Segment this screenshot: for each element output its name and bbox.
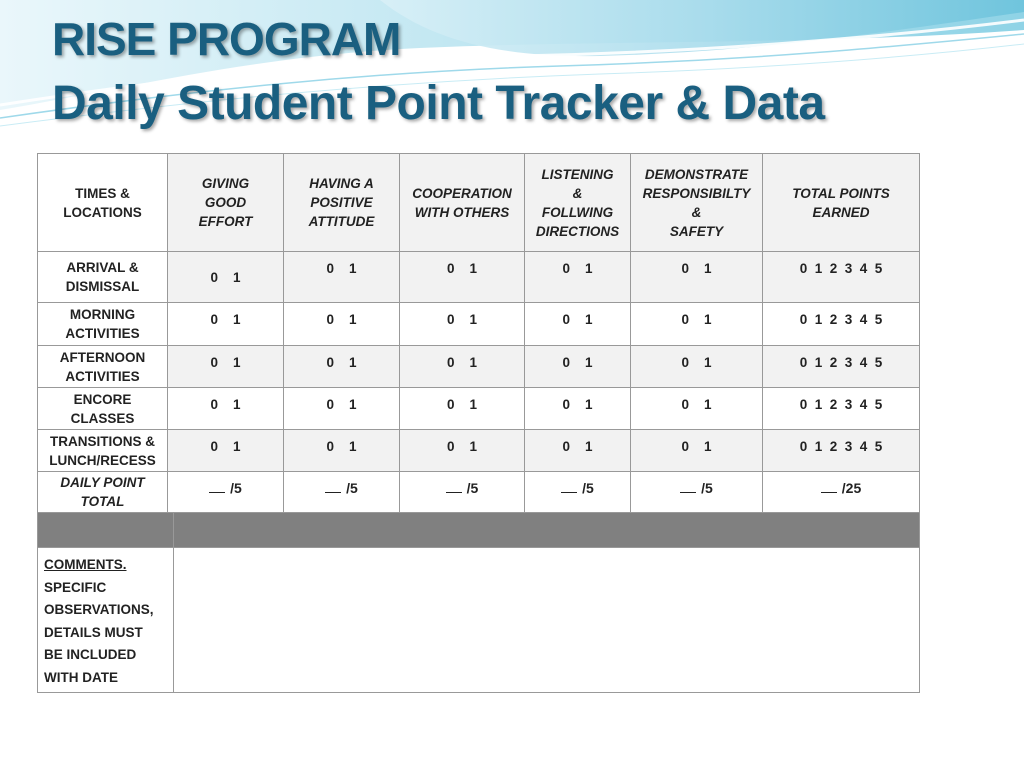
score-cell[interactable]: 0 1: [631, 346, 763, 388]
blank-line: [561, 481, 577, 493]
score-cell[interactable]: 0 1: [284, 303, 400, 346]
total-score-cell[interactable]: 0 1 2 3 4 5: [763, 346, 920, 388]
total-score-cell[interactable]: 0 1 2 3 4 5: [763, 252, 920, 303]
score-cell[interactable]: 0 1: [400, 252, 525, 303]
header-giving-good-effort: GIVING GOOD EFFORT: [168, 154, 284, 252]
score-cell[interactable]: 0 1: [284, 252, 400, 303]
total-score-cell[interactable]: 0 1 2 3 4 5: [763, 303, 920, 346]
row-location: ARRIVAL & DISMISSAL: [38, 252, 168, 303]
score-cell[interactable]: 0 1: [400, 388, 525, 430]
table-row: [38, 346, 920, 388]
daily-total-cell[interactable]: /5: [631, 472, 763, 513]
score-cell[interactable]: 0 1: [400, 303, 525, 346]
score-cell[interactable]: 0 1: [168, 388, 284, 430]
header-total-points: TOTAL POINTS EARNED: [763, 154, 920, 252]
table-row: [38, 388, 920, 430]
score-cell[interactable]: 0 1: [525, 388, 631, 430]
score-cell[interactable]: 0 1: [168, 346, 284, 388]
score-cell[interactable]: 0 1: [525, 252, 631, 303]
row-location: MORNING ACTIVITIES: [38, 303, 168, 346]
comments-label: COMMENTS. SPECIFIC OBSERVATIONS, DETAILS MUST BE INCLUDED WITH DATE: [38, 548, 174, 693]
score-cell[interactable]: 0 1: [525, 346, 631, 388]
table-row: [38, 430, 920, 472]
score-cell[interactable]: 0 1: [631, 303, 763, 346]
score-cell[interactable]: 0 1: [168, 252, 284, 303]
score-cell[interactable]: 0 1: [284, 388, 400, 430]
program-title: RISE PROGRAM: [52, 13, 401, 65]
blank-line: [446, 481, 462, 493]
daily-total-cell[interactable]: /5: [284, 472, 400, 513]
blank-line: [821, 481, 837, 493]
blank-line: [209, 481, 225, 493]
row-location: ENCORE CLASSES: [38, 388, 168, 430]
comments-input-area[interactable]: [174, 548, 920, 693]
score-cell[interactable]: 0 1: [631, 430, 763, 472]
header-row: [38, 154, 920, 252]
score-cell[interactable]: 0 1: [284, 430, 400, 472]
total-score-cell[interactable]: 0 1 2 3 4 5: [763, 430, 920, 472]
score-cell[interactable]: 0 1: [400, 346, 525, 388]
row-location: AFTERNOON ACTIVITIES: [38, 346, 168, 388]
header-responsibility-safety: DEMONSTRATE RESPONSIBILTY & SAFETY: [631, 154, 763, 252]
comments-row: [38, 548, 920, 693]
comments-section: [37, 512, 920, 693]
row-location: TRANSITIONS & LUNCH/RECESS: [38, 430, 168, 472]
score-cell[interactable]: 0 1: [284, 346, 400, 388]
header-cooperation: COOPERATION WITH OTHERS: [400, 154, 525, 252]
score-cell[interactable]: 0 1: [631, 388, 763, 430]
score-cell[interactable]: 0 1: [525, 303, 631, 346]
score-cell[interactable]: 0 1: [400, 430, 525, 472]
daily-total-label: DAILY POINT TOTAL: [38, 472, 168, 513]
grand-total-cell[interactable]: /25: [763, 472, 920, 513]
blank-line: [680, 481, 696, 493]
blank-line: [325, 481, 341, 493]
header-listening-following: LISTENING & FOLLWING DIRECTIONS: [525, 154, 631, 252]
daily-total-cell[interactable]: /5: [525, 472, 631, 513]
total-score-cell[interactable]: 0 1 2 3 4 5: [763, 388, 920, 430]
tracker-subtitle: Daily Student Point Tracker & Data: [52, 77, 825, 130]
table-row: [38, 303, 920, 346]
score-cell[interactable]: 0 1: [168, 303, 284, 346]
daily-total-cell[interactable]: /5: [400, 472, 525, 513]
table-row: [38, 252, 920, 303]
header-times-locations: TIMES & LOCATIONS: [38, 154, 168, 252]
score-cell[interactable]: 0 1: [525, 430, 631, 472]
header-positive-attitude: HAVING A POSITIVE ATTITUDE: [284, 154, 400, 252]
daily-total-cell[interactable]: /5: [168, 472, 284, 513]
score-cell[interactable]: 0 1: [631, 252, 763, 303]
score-cell[interactable]: 0 1: [168, 430, 284, 472]
gray-divider-bar: [38, 513, 920, 548]
daily-total-row: [38, 472, 920, 513]
point-tracker-table: [37, 153, 920, 513]
